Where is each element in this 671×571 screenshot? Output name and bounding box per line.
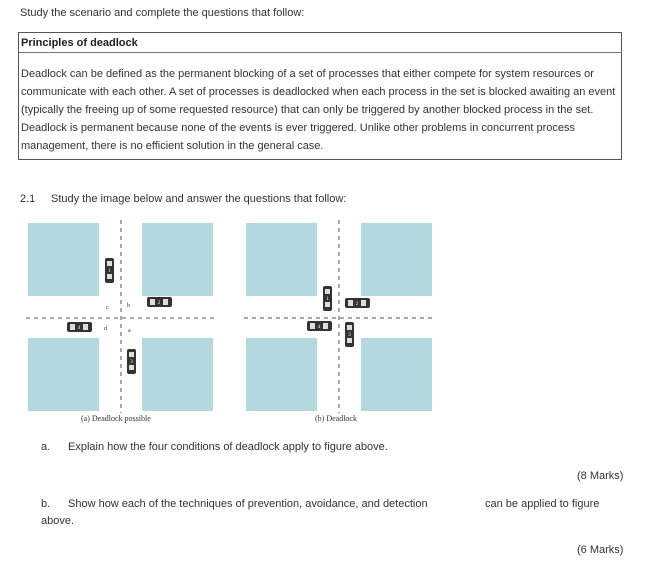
car-4 (307, 321, 332, 331)
part-b-letter: b. (41, 498, 51, 510)
part-a-text: Explain how the four conditions of deadlock apply to figure above. (68, 441, 388, 453)
car-number: 2 (157, 301, 161, 306)
car-3 (345, 322, 354, 347)
scenario-body (21, 65, 621, 155)
part-b-text: Show how each of the techniques of prevention, avoidance, and detection (68, 498, 428, 510)
scenario-line: (typically the freeing up of some requested resource) that can only be triggered by another blocked process in the set. (21, 104, 594, 116)
scenario-divider (19, 52, 622, 53)
caption-b: (b) Deadlock (315, 414, 357, 423)
car-number: 3 (348, 333, 351, 338)
question-number: 2.1 (20, 193, 36, 205)
part-b-text-end: above. (41, 515, 75, 527)
label-c: c (106, 305, 109, 311)
question-text: Study the image below and answer the questions that follow: (51, 193, 347, 205)
car-number: 4 (77, 326, 81, 331)
intersection-b (244, 220, 434, 413)
car-2 (147, 297, 172, 307)
block (28, 338, 99, 411)
block (246, 223, 317, 296)
block (361, 338, 432, 411)
label-b: b (127, 303, 130, 309)
car-number: 1 (326, 297, 329, 302)
car-1 (105, 258, 114, 283)
block (142, 338, 213, 411)
block (361, 223, 432, 296)
label-a: a (128, 328, 131, 334)
scenario-line: management, there is no efficient solution in the general case. (21, 140, 324, 152)
block (28, 223, 99, 296)
car-2 (345, 298, 370, 308)
car-number: 1 (108, 269, 111, 274)
intro-text: Study the scenario and complete the questions that follow: (20, 7, 305, 19)
label-d: d (104, 326, 107, 332)
car-number: 3 (130, 360, 133, 365)
part-b-marks: (6 Marks) (577, 544, 624, 556)
deadlock-figure (26, 218, 436, 413)
part-b-text-continued: can be applied to figure (485, 498, 600, 510)
scenario-line: communicate with each other. A set of processes is deadlocked when each process in the set is blocked awaiting an event (21, 86, 616, 98)
block (246, 338, 317, 411)
car-number: 4 (317, 325, 321, 330)
part-a-letter: a. (41, 441, 51, 453)
block (142, 223, 213, 296)
part-a-marks: (8 Marks) (577, 470, 624, 482)
scenario-line: Deadlock can be defined as the permanent blocking of a set of processes that either compete for system resources or (21, 68, 594, 80)
scenario-title: Principles of deadlock (21, 37, 138, 49)
car-number: 2 (355, 302, 359, 307)
car-1 (323, 286, 332, 311)
caption-a: (a) Deadlock possible (81, 414, 151, 423)
scenario-line: Deadlock is permanent because none of the events is ever triggered. Unlike other problems in concurrent process (21, 122, 575, 134)
car-4 (67, 322, 92, 332)
intersection-a (26, 220, 216, 413)
car-3 (127, 349, 136, 374)
